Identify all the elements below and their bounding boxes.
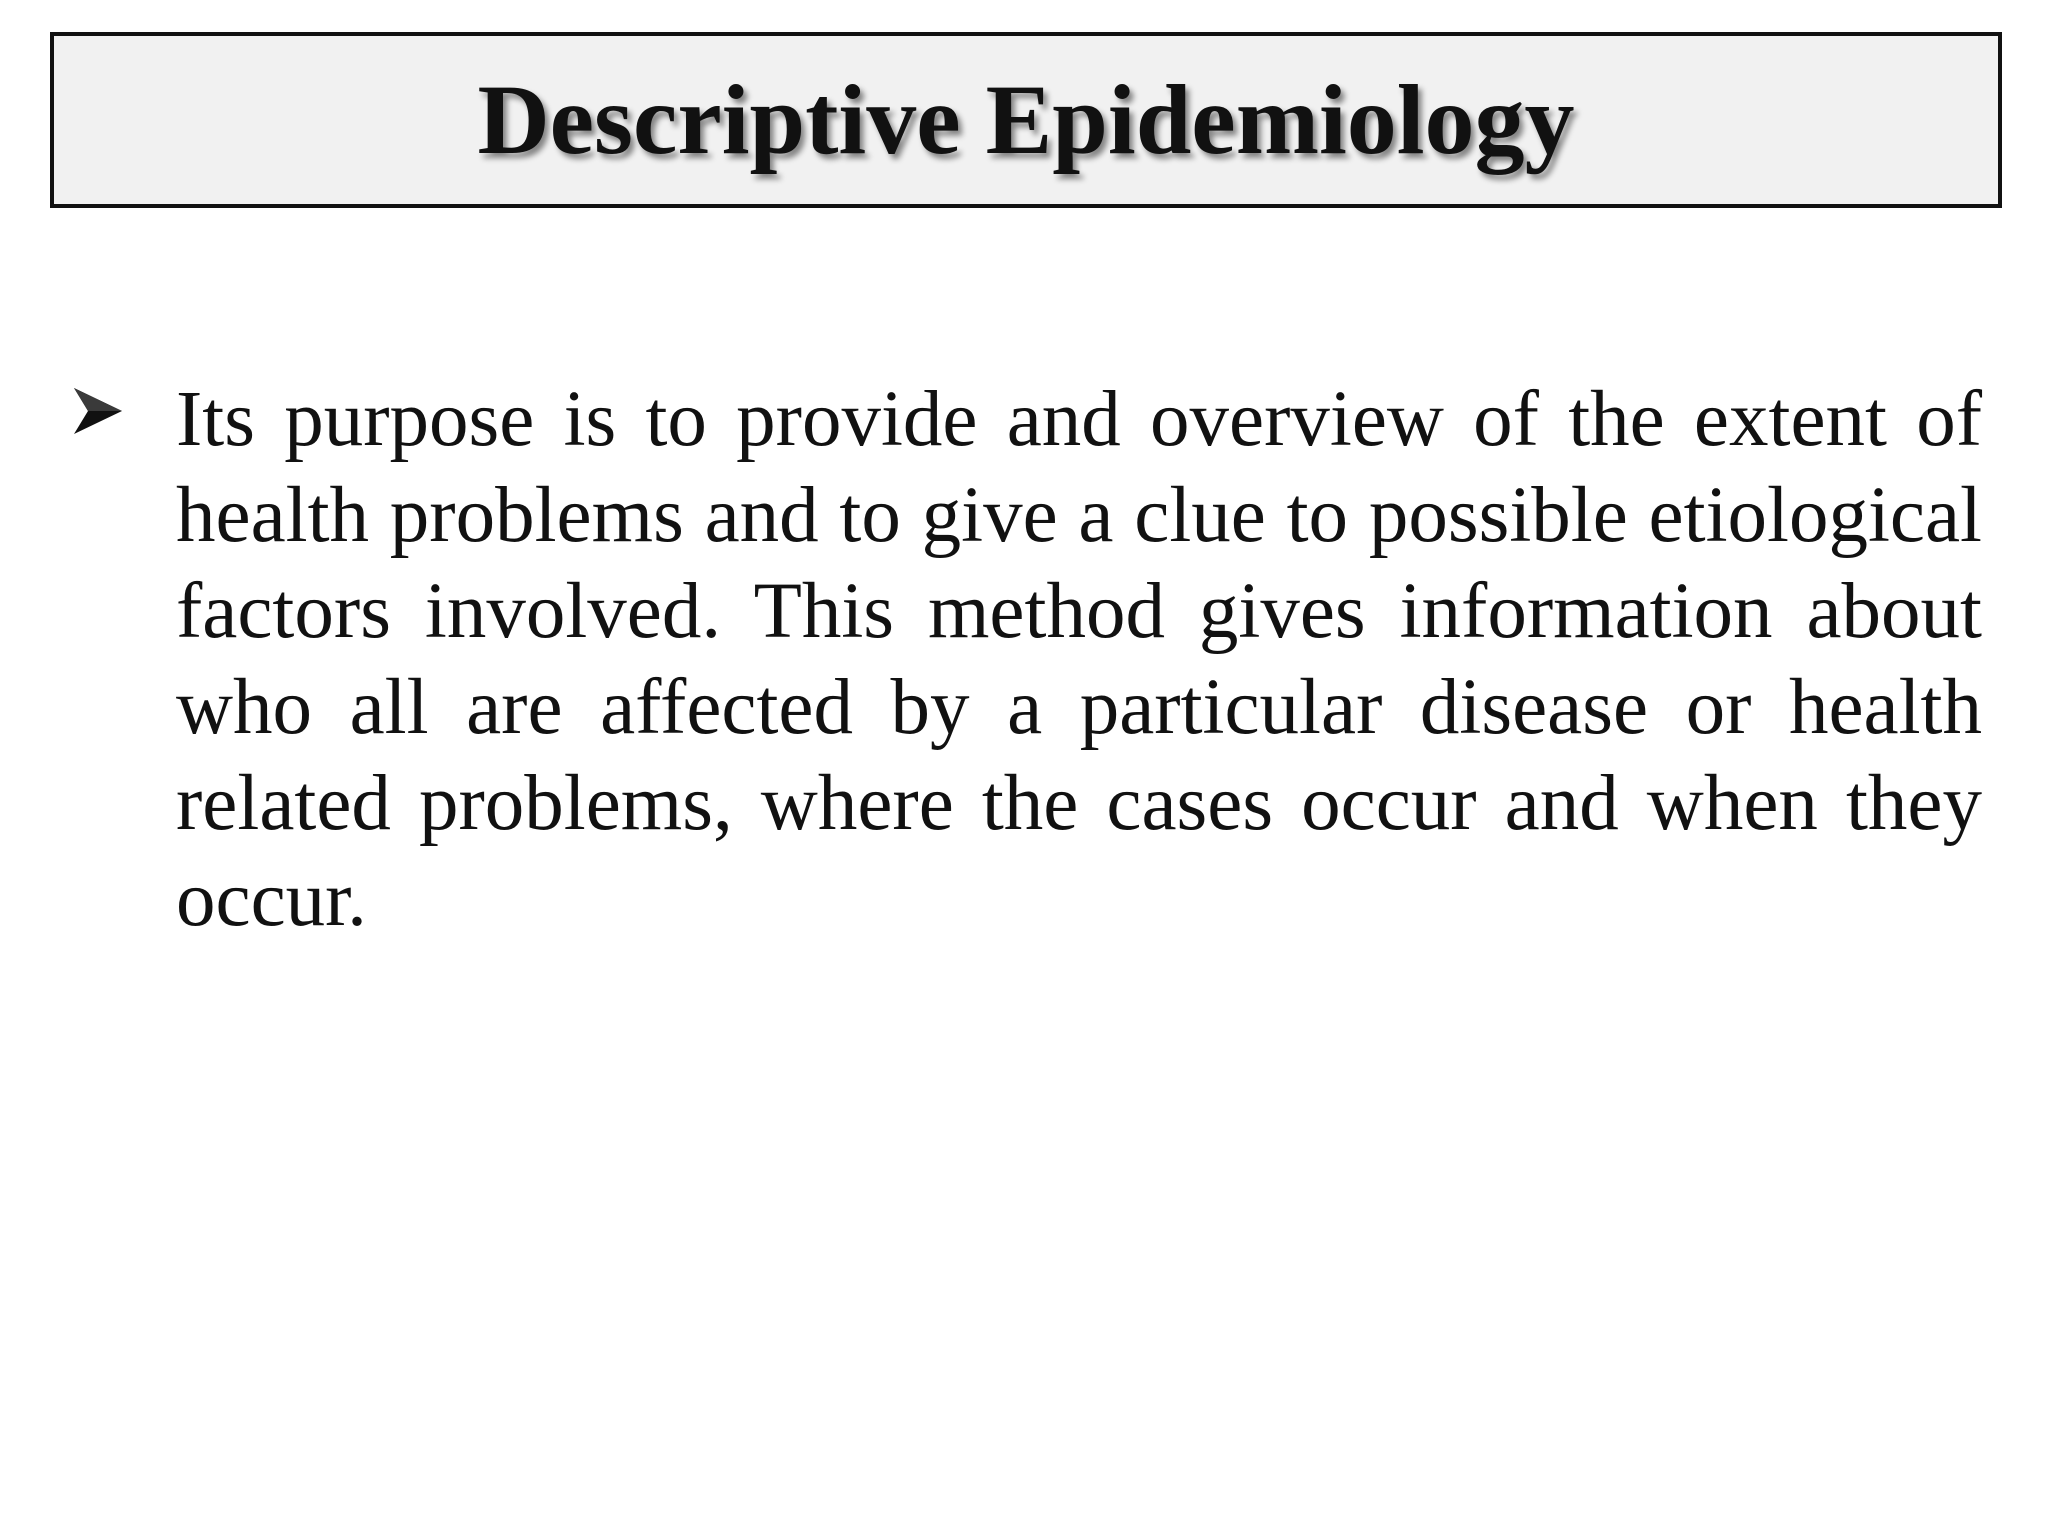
bullet-item (72, 372, 1982, 948)
bullet-text: Its purpose is to provide and overview of the extent of health problems and to give a clue to possible etiological factors involved. This method gives information about who all are affected by a particular disease or health related problems, where the cases occur and when they occur. (176, 376, 1982, 943)
slide-title: Descriptive Epidemiology (477, 64, 1575, 175)
arrowhead-bullet-icon (72, 372, 176, 436)
title-box (50, 32, 2002, 208)
